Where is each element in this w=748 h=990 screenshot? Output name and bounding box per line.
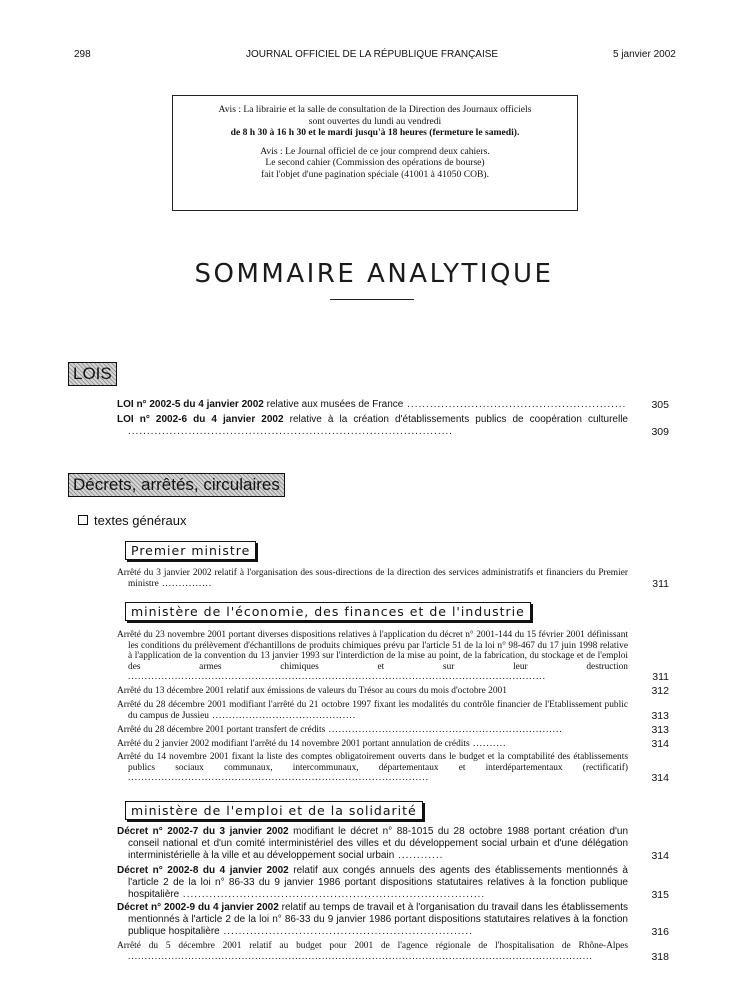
entry-text: Arrêté du 2 janvier 2002 modifiant l'arrêté du 14 novembre 2001 portant annulation de crédits xyxy=(117,739,470,749)
checkbox-square-icon xyxy=(78,515,88,525)
entry-text: modifiant le décret n° 88-1015 du 28 octobre 1988 portant création d'un conseil national et d'un comité interministériel des villes et du développement social urbain et d'une délégation interministérielle à la ville et au développement social urbain xyxy=(128,826,629,861)
avis-line-2: sont ouvertes du lundi au vendredi xyxy=(308,115,442,127)
entry-text: Arrêté du 5 décembre 2001 relatif au budget pour 2001 de l'agence régionale de l'hospitalisation de Rhône-Alpes xyxy=(117,941,628,951)
page-ref: 313 xyxy=(651,724,669,736)
loi-ref: LOI n° 2002-6 du 4 janvier 2002 xyxy=(117,414,284,425)
page-ref: 312 xyxy=(651,685,669,697)
entry-text: Arrêté du 13 décembre 2001 relatif aux émissions de valeurs du Trésor au cours du mois d'octobre 2001 xyxy=(117,686,507,696)
page-ref: 315 xyxy=(651,889,669,901)
page-ref: 311 xyxy=(652,577,669,590)
entry-text: Arrêté du 28 décembre 2001 portant transfert de crédits xyxy=(117,725,326,735)
loi-ref: LOI n° 2002-5 du 4 janvier 2002 xyxy=(117,399,264,410)
list-item[interactable]: Arrêté du 28 décembre 2001 modifiant l'arrêté du 21 octobre 1997 fixant les modalités du contrôle financier de l'Etablissement public du campus de Jussieu ........................................... 313 xyxy=(117,700,669,722)
page-ref: 311 xyxy=(652,671,669,684)
list-item[interactable]: Arrêté du 23 novembre 2001 portant diverses dispositions relatives à l'application du décret n° 2001-144 du 15 février 2001 définissant les conditions du prélèvement d'échantillons de produits chimiques prévu par l'article 51 de la loi n° 98-467 du 17 juin 1998 relative à l'application de la convention du 13 janvier 1993 sur l'interdiction de la mise au point, de la fabrication, du stockage et de l'emploi des armes chimiques et sur leur destruction ............................................................................................................................. 311 xyxy=(117,630,669,684)
page-ref: 305 xyxy=(651,399,669,411)
section-premier-ministre: Premier ministre xyxy=(125,541,256,560)
list-item[interactable]: Décret n° 2002-9 du 4 janvier 2002 relatif au temps de travail et à l'organisation du travail dans les établissements mentionnés à l'article 2 de la loi n° 86-33 du 9 janvier 1986 portant dispositions statutaires relatives à la fonction publique hospitalière .................................................................. 316 xyxy=(117,902,669,938)
textes-generaux-label: textes généraux xyxy=(94,513,187,528)
section-economie: ministère de l'économie, des finances et de l'industrie xyxy=(125,602,531,621)
page-ref: 309 xyxy=(651,426,669,438)
list-item[interactable]: Arrêté du 2 janvier 2002 modifiant l'arrêté du 14 novembre 2001 portant annulation de crédits .......... 314 xyxy=(117,738,669,750)
entry-text: relatif aux congés annuels des agents des établissements mentionnés à l'article 2 de la loi n° 86-33 du 9 janvier 1986 portant dispositions statutaires relatives à la fonction publique hospitalière xyxy=(128,865,628,900)
loi-entry[interactable]: LOI n° 2002-6 du 4 janvier 2002 relative à la création d'établissements publics de coopération culturelle ...................................................................................... 309 xyxy=(117,414,669,438)
decrets-tag: Décrets, arrêtés, circulaires xyxy=(68,473,285,497)
avis-line-6: fait l'objet d'une pagination spéciale (41001 à 41050 COB). xyxy=(260,168,490,180)
list-item[interactable]: Décret n° 2002-8 du 4 janvier 2002 relatif aux congés annuels des agents des établissements mentionnés à l'article 2 de la loi n° 86-33 du 9 janvier 1986 portant dispositions statutaires relatives à la fonction publique hospitalière ................................................................................ 315 xyxy=(117,865,669,901)
avis-line-5: Le second cahier (Commission des opérations de bourse) xyxy=(265,157,485,169)
page-ref: 314 xyxy=(651,772,669,785)
list-item[interactable] xyxy=(117,686,669,697)
page-ref: 318 xyxy=(651,950,669,963)
avis-box xyxy=(172,95,578,211)
title-rule xyxy=(330,299,414,300)
page-title: SOMMAIRE ANALYTIQUE xyxy=(194,259,554,289)
list-item[interactable]: Arrêté du 3 janvier 2002 relatif à l'organisation des sous-directions de la direction des services administratifs et financiers du Premier ministre ............... 311 xyxy=(117,568,669,590)
list-item[interactable]: Décret n° 2002-7 du 3 janvier 2002 modifiant le décret n° 88-1015 du 28 octobre 1988 portant création d'un conseil national et d'un comité interministériel des villes et du développement social urbain et d'une délégation interministérielle à la ville et au développement social urbain ............ 314 xyxy=(117,826,669,862)
journal-title: JOURNAL OFFICIEL DE LA RÉPUBLIQUE FRANÇAISE xyxy=(246,49,499,60)
list-item[interactable]: Arrêté du 14 novembre 2001 fixant la liste des comptes obligatoirement ouverts dans le budget et la comptabilité des établissements publics sociaux communaux, intercommunaux, départementaux et interdépartementaux (rectificatif) .......................................................................................... 314 xyxy=(117,752,669,785)
page-ref: 316 xyxy=(651,926,669,938)
loi-text: relative aux musées de France xyxy=(263,399,404,410)
page-number: 298 xyxy=(74,49,91,60)
entry-text: Arrêté du 23 novembre 2001 portant diverses dispositions relatives à l'application du décret n° 2001-144 du 15 février 2001 définissant les conditions du prélèvement d'échantillons de produits chimiques prévu par l'article 51 de la loi n° 98-467 du 17 juin 1998 relative à l'application de la convention du 13 janvier 1993 sur l'interdiction de la mise au point, de la fabrication, du stockage et de l'emploi des armes chimiques et sur leur destruction xyxy=(117,630,628,672)
avis-line-4: Avis : Le Journal officiel de ce jour comprend deux cahiers. xyxy=(260,145,490,157)
decret-ref: Décret n° 2002-9 du 4 janvier 2002 xyxy=(117,902,279,913)
page-ref: 314 xyxy=(651,738,669,750)
issue-date: 5 janvier 2002 xyxy=(613,49,676,60)
section-emploi: ministère de l'emploi et de la solidarité xyxy=(125,801,423,820)
avis-line-3: de 8 h 30 à 16 h 30 et le mardi jusqu'à 18 heures (fermeture le samedi). xyxy=(230,127,520,139)
loi-entry[interactable]: LOI n° 2002-5 du 4 janvier 2002 relative aux musées de France .......................................................... 305 xyxy=(117,399,669,411)
decret-ref: Décret n° 2002-7 du 3 janvier 2002 xyxy=(117,826,289,837)
decret-ref: Décret n° 2002-8 du 4 janvier 2002 xyxy=(117,865,289,876)
page-ref: 313 xyxy=(651,709,669,722)
entry-text: relatif au temps de travail et à l'organisation du travail dans les établissements mentionnés à l'article 2 de la loi n° 86-33 du 9 janvier 1986 portant dispositions statutaires relatives à la fonction publique hospitalière xyxy=(128,902,628,937)
list-item[interactable]: Arrêté du 28 décembre 2001 portant transfert de crédits ...................................................................... 313 xyxy=(117,724,669,736)
lois-tag: LOIS xyxy=(68,362,117,386)
entry-text: Arrêté du 14 novembre 2001 fixant la liste des comptes obligatoirement ouverts dans le budget et la comptabilité des établissements publics sociaux communaux, intercommunaux, départementaux et interdépartementaux (rectificatif) xyxy=(117,752,628,773)
textes-generaux-heading xyxy=(78,513,187,528)
entry-text: Arrêté du 28 décembre 2001 modifiant l'arrêté du 21 octobre 1997 fixant les modalités du contrôle financier de l'Etablissement public du campus de Jussieu xyxy=(117,700,628,721)
avis-line-1: Avis : La librairie et la salle de consultation de la Direction des Journaux officiels xyxy=(218,104,532,115)
loi-text: relative à la création d'établissements publics de coopération culturelle xyxy=(283,414,628,425)
entry-text: Arrêté du 3 janvier 2002 relatif à l'organisation des sous-directions de la direction des services administratifs et financiers du Premier ministre xyxy=(117,568,628,589)
list-item[interactable]: Arrêté du 5 décembre 2001 relatif au budget pour 2001 de l'agence régionale de l'hospitalisation de Rhône-Alpes ........................................................................................................................................... 318 xyxy=(117,941,669,963)
page-ref: 314 xyxy=(651,850,669,862)
